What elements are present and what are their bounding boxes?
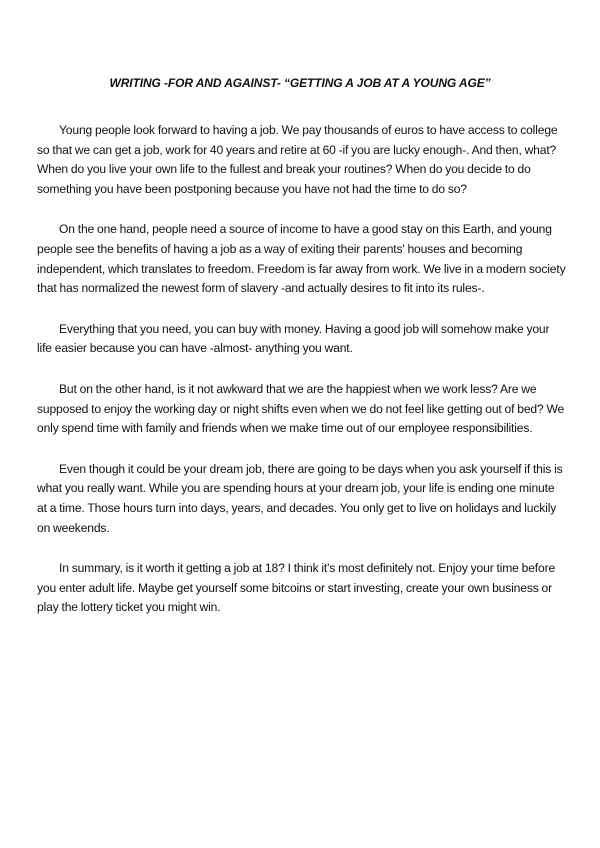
paragraph-against-happiness: But on the other hand, is it not awkward that we are the happiest when we work less? Are we supposed to enjoy the working day or night shifts even when we do not feel like getting out of bed? We only spend time with family and friends when we make time out of our employee responsibilities. bbox=[37, 381, 565, 436]
paragraph-intro: Young people look forward to having a job. We pay thousands of euros to have access to college so that we can get a job, work for 40 years and retire at 60 -if you are lucky enough-. And then, what? When do you live your own life to the fullest and break your routines? When do you decide to do something you have been postponing because you have not had the time to do so? bbox=[37, 123, 558, 196]
paragraph-for-income: On the one hand, people need a source of income to have a good stay on this Earth, and young people see the benefits of having a job as a way of exiting their parents' houses and becoming independent, which translates to freedom. Freedom is far away from work. We live in a modern society that has normalized the newest form of slavery -and actually desires to fit into its rules-. bbox=[37, 222, 566, 296]
document-title: WRITING -FOR AND AGAINST- “GETTING A JOB AT A YOUNG AGE” bbox=[109, 76, 491, 90]
paragraph-summary: In summary, is it worth it getting a job at 18? I think it's most definitely not. Enjoy your time before you enter adult life. Maybe get yourself some bitcoins or start investing, create your own business or play the lottery ticket you might win. bbox=[37, 561, 556, 615]
paragraph-against-dream-job: Even though it could be your dream job, there are going to be days when you ask yourself if this is what you really want. While you are spending hours at your dream job, your life is ending one minute at a time. Those hours turn into days, years, and decades. You only get to live on holidays and luckily on weekends. bbox=[37, 461, 563, 535]
document-body bbox=[37, 121, 567, 639]
paragraph-for-money: Everything that you need, you can buy with money. Having a good job will somehow make your life easier because you can have -almost- anything you want. bbox=[37, 321, 550, 356]
